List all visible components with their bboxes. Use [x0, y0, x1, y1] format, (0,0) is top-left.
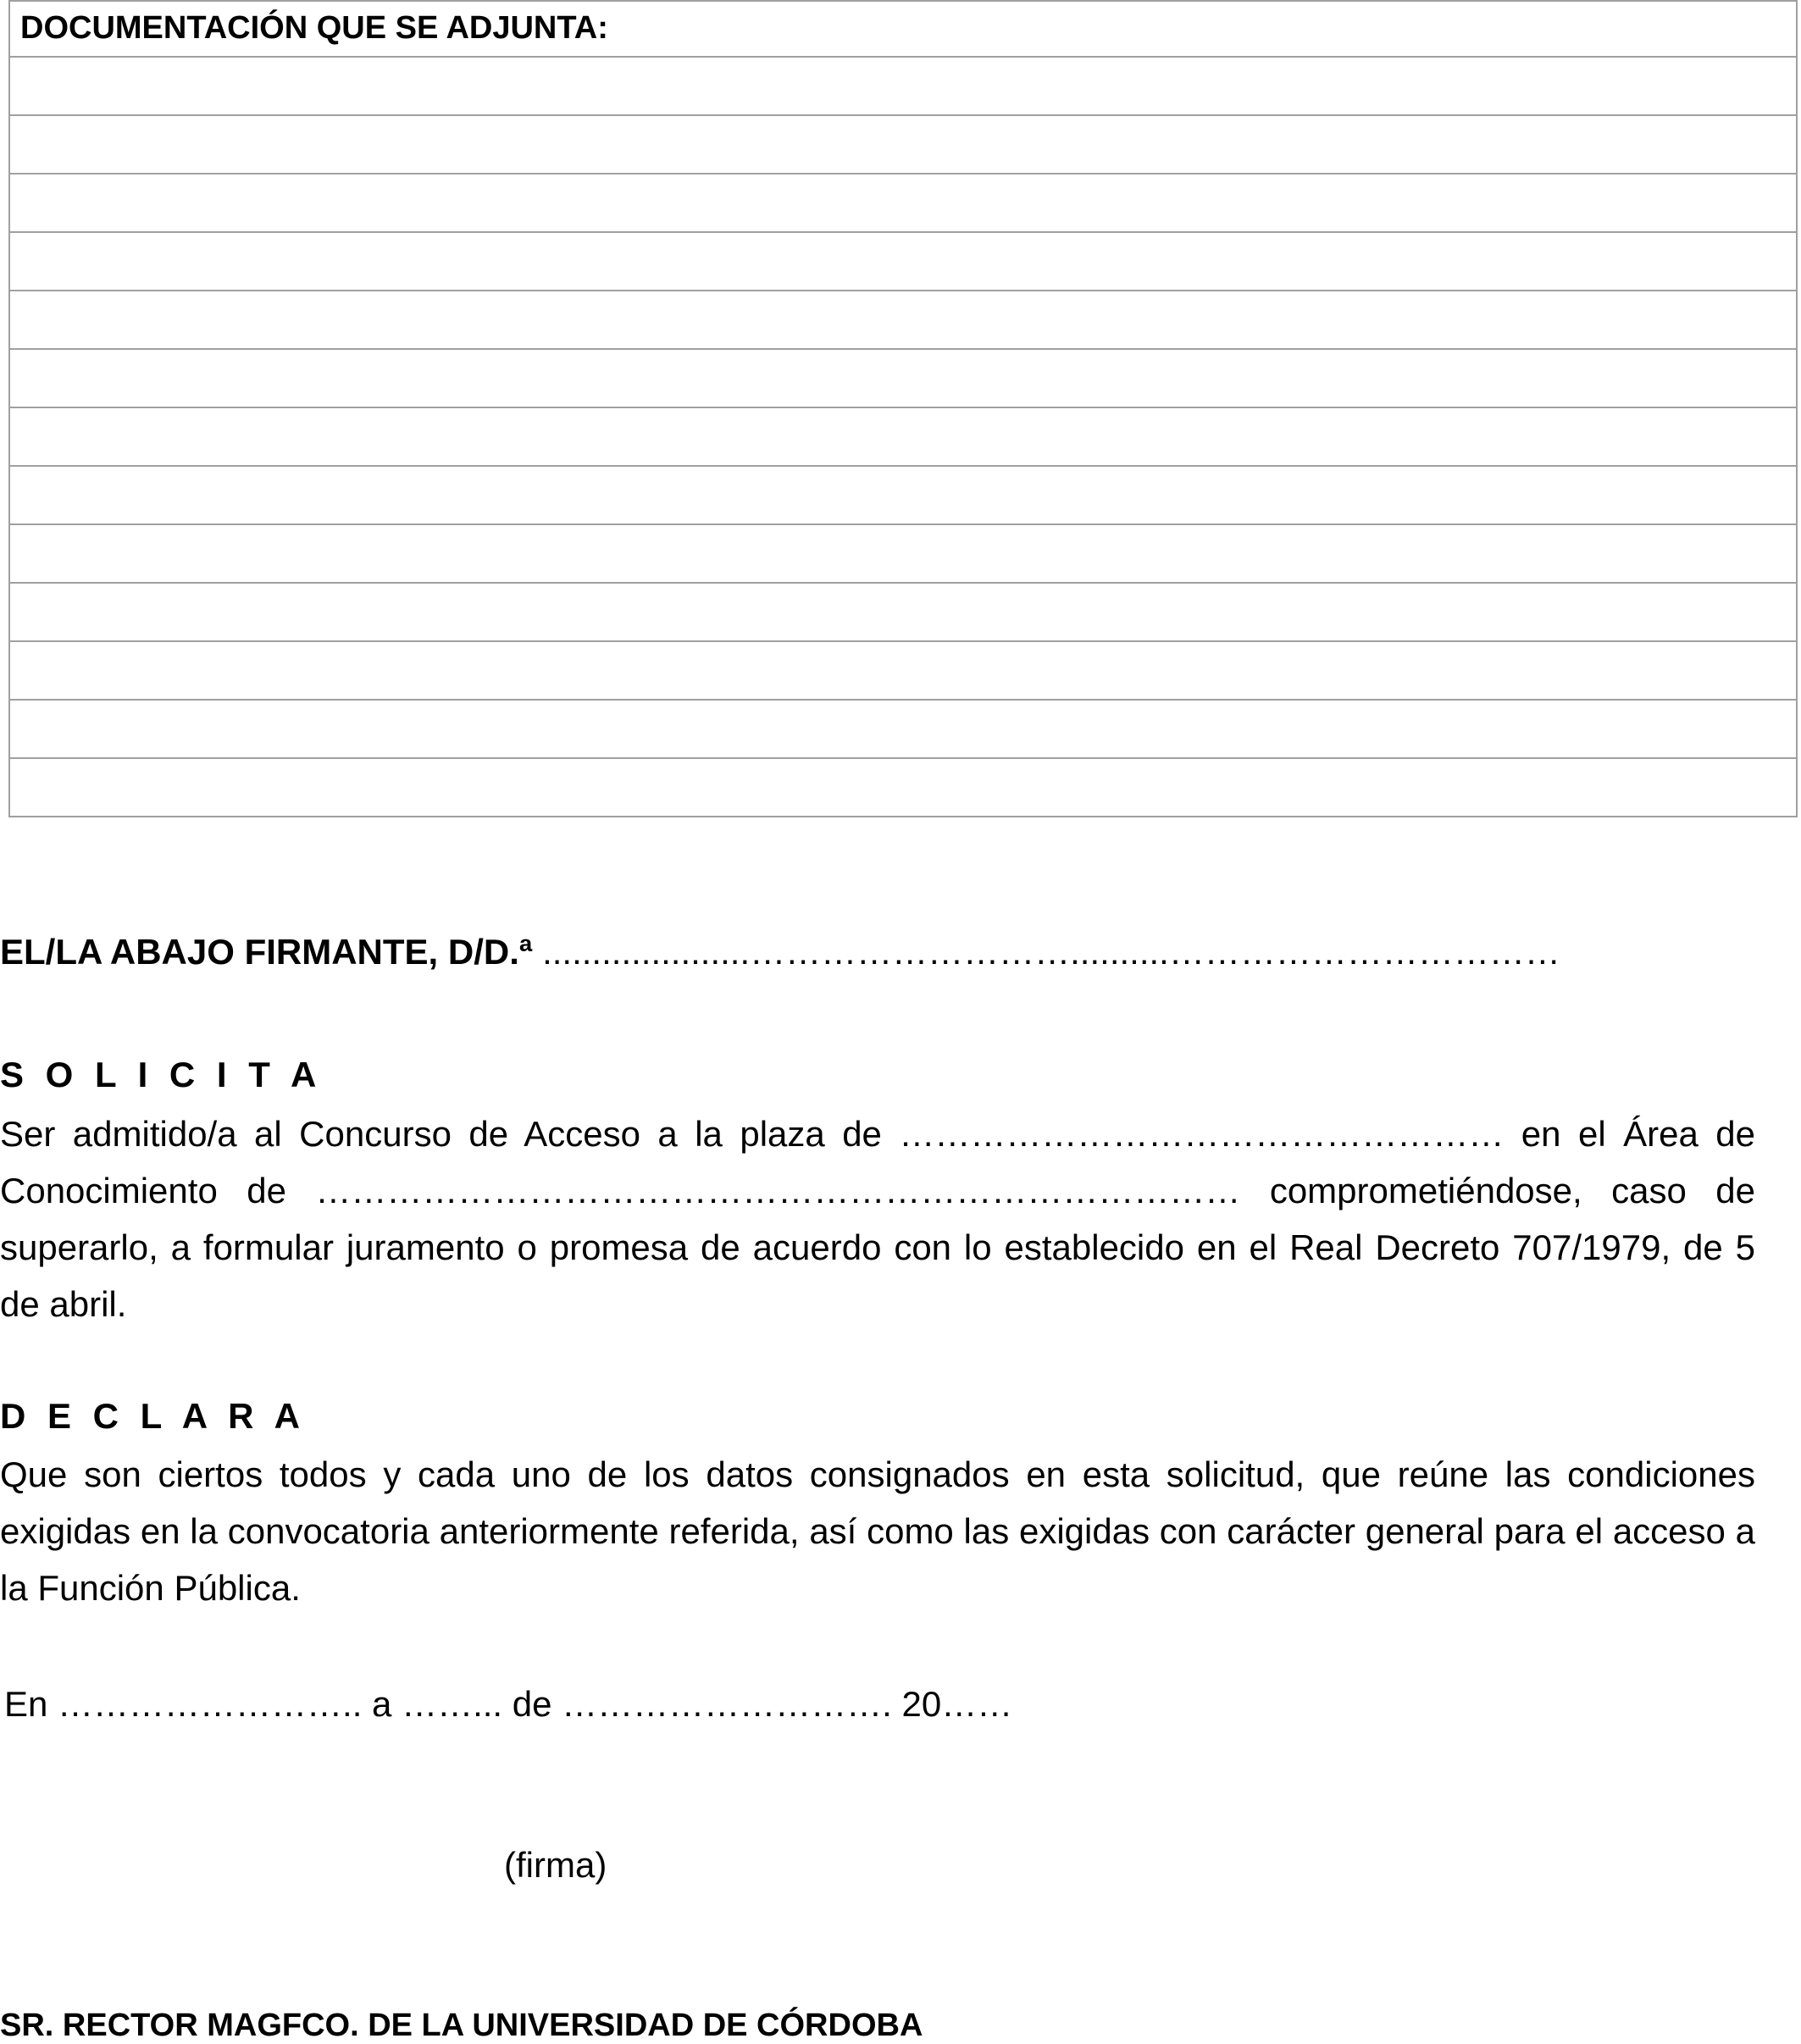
recipient-line: SR. RECTOR MAGFCO. DE LA UNIVERSIDAD DE CÓRDOBA — [0, 2008, 923, 2043]
solicita-heading: S O L I C I T A — [0, 1055, 323, 1094]
documentation-entry-cell[interactable] — [9, 174, 1797, 232]
documentation-row — [9, 583, 1797, 641]
documentation-row — [9, 232, 1797, 291]
documentation-row — [9, 349, 1797, 407]
documentation-row — [9, 524, 1797, 583]
documentation-entry-cell[interactable] — [9, 641, 1797, 700]
declara-paragraph: Que son ciertos todos y cada uno de los datos consignados en esta solicitud, que reúne las condiciones exigidas en la convocatoria anteriormente referida, así como las exigidas con carácter general para el acceso a la Función Pública. — [0, 1454, 1755, 1608]
documentation-row — [9, 174, 1797, 232]
documentation-entry-cell[interactable] — [9, 700, 1797, 758]
signer-line — [0, 932, 1560, 972]
documentation-entry-cell[interactable] — [9, 758, 1797, 817]
documentation-row — [9, 291, 1797, 349]
documentation-entry-cell[interactable] — [9, 583, 1797, 641]
table-header-row — [9, 1, 1797, 57]
documentation-entry-cell[interactable] — [9, 349, 1797, 407]
declara-heading: D E C L A R A — [0, 1396, 306, 1436]
documentation-entry-cell[interactable] — [9, 524, 1797, 583]
documentation-entry-cell[interactable] — [9, 57, 1797, 115]
documentation-row — [9, 407, 1797, 466]
signer-name-field[interactable]: .....................………………………..........…………………………… — [532, 932, 1560, 972]
documentation-entry-cell[interactable] — [9, 466, 1797, 524]
place-date-line[interactable]: En …………………….. a ……... de ………………………. 20…… — [4, 1684, 1013, 1724]
attached-documentation-table — [8, 0, 1798, 817]
solicita-paragraph: Ser admitido/a al Concurso de Acceso a la plaza de …………………………………………… en el Área de Conocimiento de …………………………………………………………………… comprometiéndose, caso de superarlo, a formular juramento o promesa de acuerdo con lo establecido en el Real Decreto 707/1979, de 5 de abril. — [0, 1114, 1755, 1324]
documentation-row — [9, 115, 1797, 174]
signer-label: EL/LA ABAJO FIRMANTE, D/D.ª — [0, 932, 533, 972]
signature-label: (firma) — [504, 1845, 607, 1885]
documentation-entry-cell[interactable] — [9, 232, 1797, 291]
documentation-entry-cell[interactable] — [9, 115, 1797, 174]
documentation-row — [9, 57, 1797, 115]
documentation-entry-cell[interactable] — [9, 407, 1797, 466]
documentation-row — [9, 758, 1797, 817]
documentation-row — [9, 700, 1797, 758]
documentation-row — [9, 466, 1797, 524]
documentation-header: DOCUMENTACIÓN QUE SE ADJUNTA: — [9, 1, 1797, 57]
documentation-entry-cell[interactable] — [9, 291, 1797, 349]
documentation-row — [9, 641, 1797, 700]
